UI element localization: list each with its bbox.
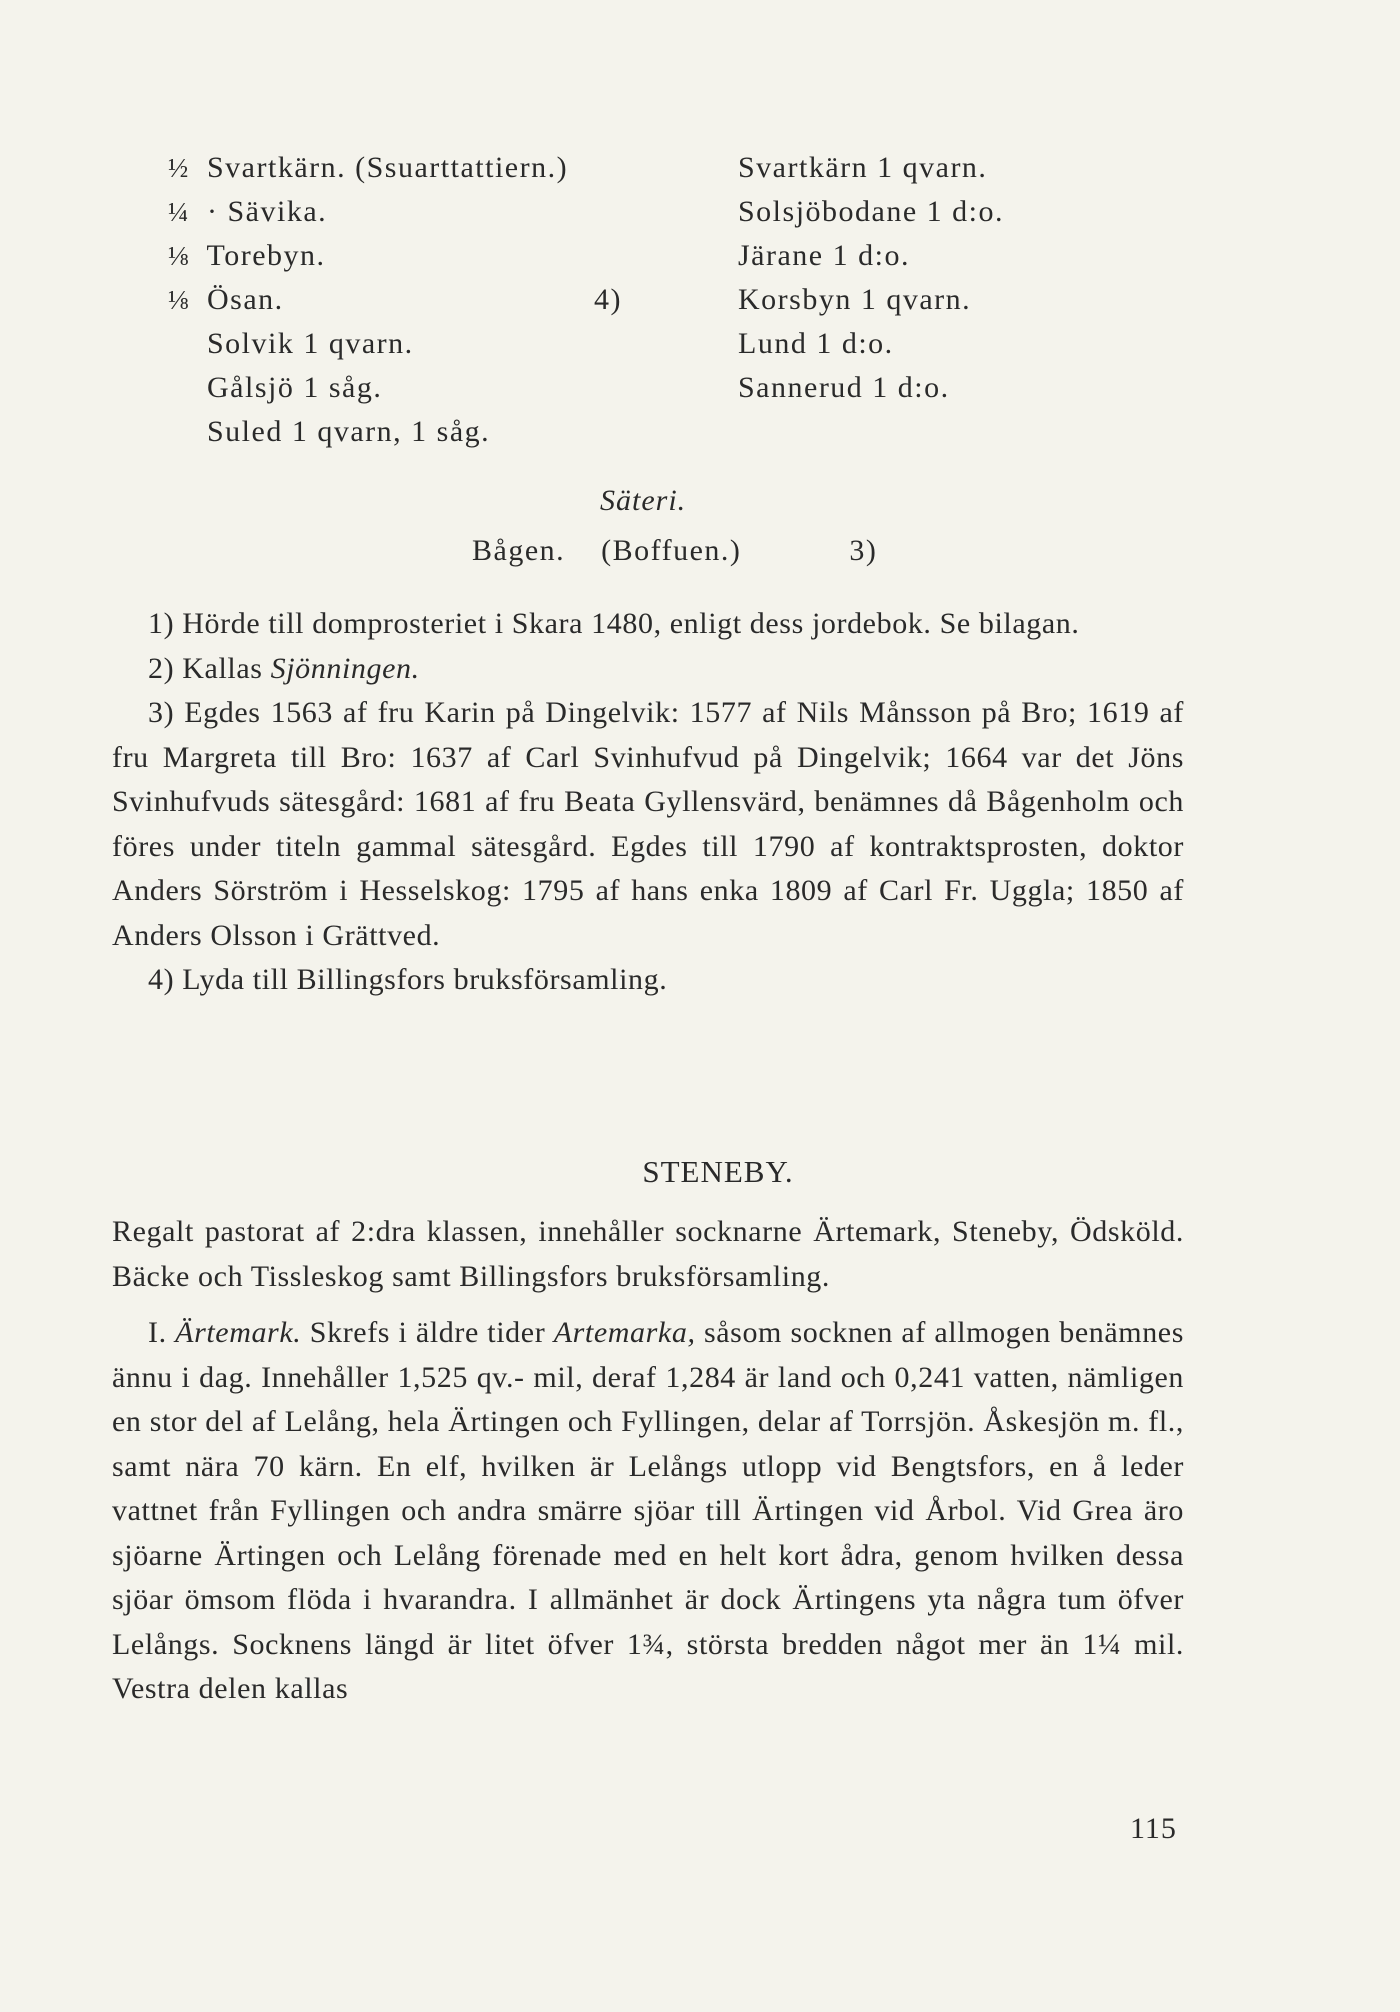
fraction: ¼ (168, 197, 190, 227)
list-item: Korsbyn 1 qvarn. (738, 283, 972, 316)
list-item: ½ Svartkärn. (Ssuarttattiern.) (168, 146, 708, 190)
fraction: ½ (168, 153, 190, 183)
footnote-ref: 4) (594, 283, 622, 316)
footnote-2: 2) Kallas Sjönningen. (148, 651, 420, 685)
section-title: STENEBY. (642, 1154, 794, 1189)
footnotes (112, 602, 1184, 1003)
list-item: Solsjöbodane 1 d:o. (738, 195, 1004, 228)
list-item: Sannerud 1 d:o. (738, 371, 950, 404)
right-mill-list (738, 146, 1138, 410)
list-item: Gålsjö 1 såg. (207, 371, 383, 404)
footnote-4: 4) Lyda till Billingsfors bruksförsamling. (148, 963, 668, 996)
footnote-3: 3) Egdes 1563 af fru Karin på Dingelvik: 1577 af Nils Månsson på Bro; 1619 af fru Margreta till Bro: 1637 af Carl Svinhufvud på Dingelvik; 1664 var det Jöns Svinhufvuds sätesgård: 1681 af fru Beata Gyllensvärd, benämnes då Bågenholm och föres under titeln gammal sätesgård. Egdes till 1790 af kontraktsprosten, doktor Anders Sörström i Hesselskog: 1795 af hans enka 1809 af Carl Fr. Uggla; 1850 af Anders Olsson i Grättved. (112, 696, 1184, 952)
list-item: ⅛ Ösan. 4) (168, 278, 708, 322)
list-item: Svartkärn 1 qvarn. (738, 151, 988, 184)
list-item: Järane 1 d:o. (738, 239, 910, 272)
page-number: 115 (1130, 1812, 1177, 1845)
fraction: ⅛ (168, 285, 190, 315)
section-intro: Regalt pastorat af 2:dra klassen, innehåller socknarne Ärtemark, Steneby, Ödsköld. Bäcke och Tissleskog samt Billingsfors bruksförsamling. (112, 1215, 1184, 1293)
list-item: ⅛ Torebyn. (168, 234, 708, 278)
sateri-heading: Säteri. (600, 484, 687, 517)
footnote-1: 1) Hörde till domprosteriet i Skara 1480, enligt dess jordebok. Se bilagan. (148, 607, 1080, 640)
sateri-name: Bågen. (472, 534, 566, 567)
list-item: Lund 1 d:o. (738, 327, 894, 360)
footnote-ref: 3) (849, 534, 878, 567)
section-paragraph: I. Ärtemark. Skrefs i äldre tider Artemarka, såsom socknen af allmogen benämnes ännu i dag. Innehåller 1,525 qv.- mil, deraf 1,284 är land och 0,241 vatten, nämligen en stor del af Lelång, hela Ärtingen och Fyllingen, delar af Torrsjön. Åskesjön m. fl., samt nära 70 kärn. En elf, hvilken är Lelångs utlopp vid Bengtsfors, en å leder vattnet från Fyllingen och andra smärre sjöar till Ärtingen vid Årbol. Vid Grea äro sjöarne Ärtingen och Lelång förenade med en helt kort ådra, genom hvilken dessa sjöar ömsom flöda i hvarandra. I allmänhet är dock Ärtingens yta några tum öfver Lelångs. Socknens längd är litet öfver 1¾, största bredden något mer än 1¼ mil. Vestra delen kallas (112, 1316, 1184, 1705)
list-item: Solvik 1 qvarn. (207, 327, 414, 360)
sateri-entry (472, 534, 877, 568)
list-item: ¼ · Sävika. (168, 190, 708, 234)
sateri-alt-name: (Boffuen.) (601, 534, 742, 567)
list-item: Suled 1 qvarn, 1 såg. (207, 415, 491, 448)
section-body (112, 1210, 1184, 1712)
left-place-list (168, 146, 708, 454)
fraction: ⅛ (168, 241, 190, 271)
